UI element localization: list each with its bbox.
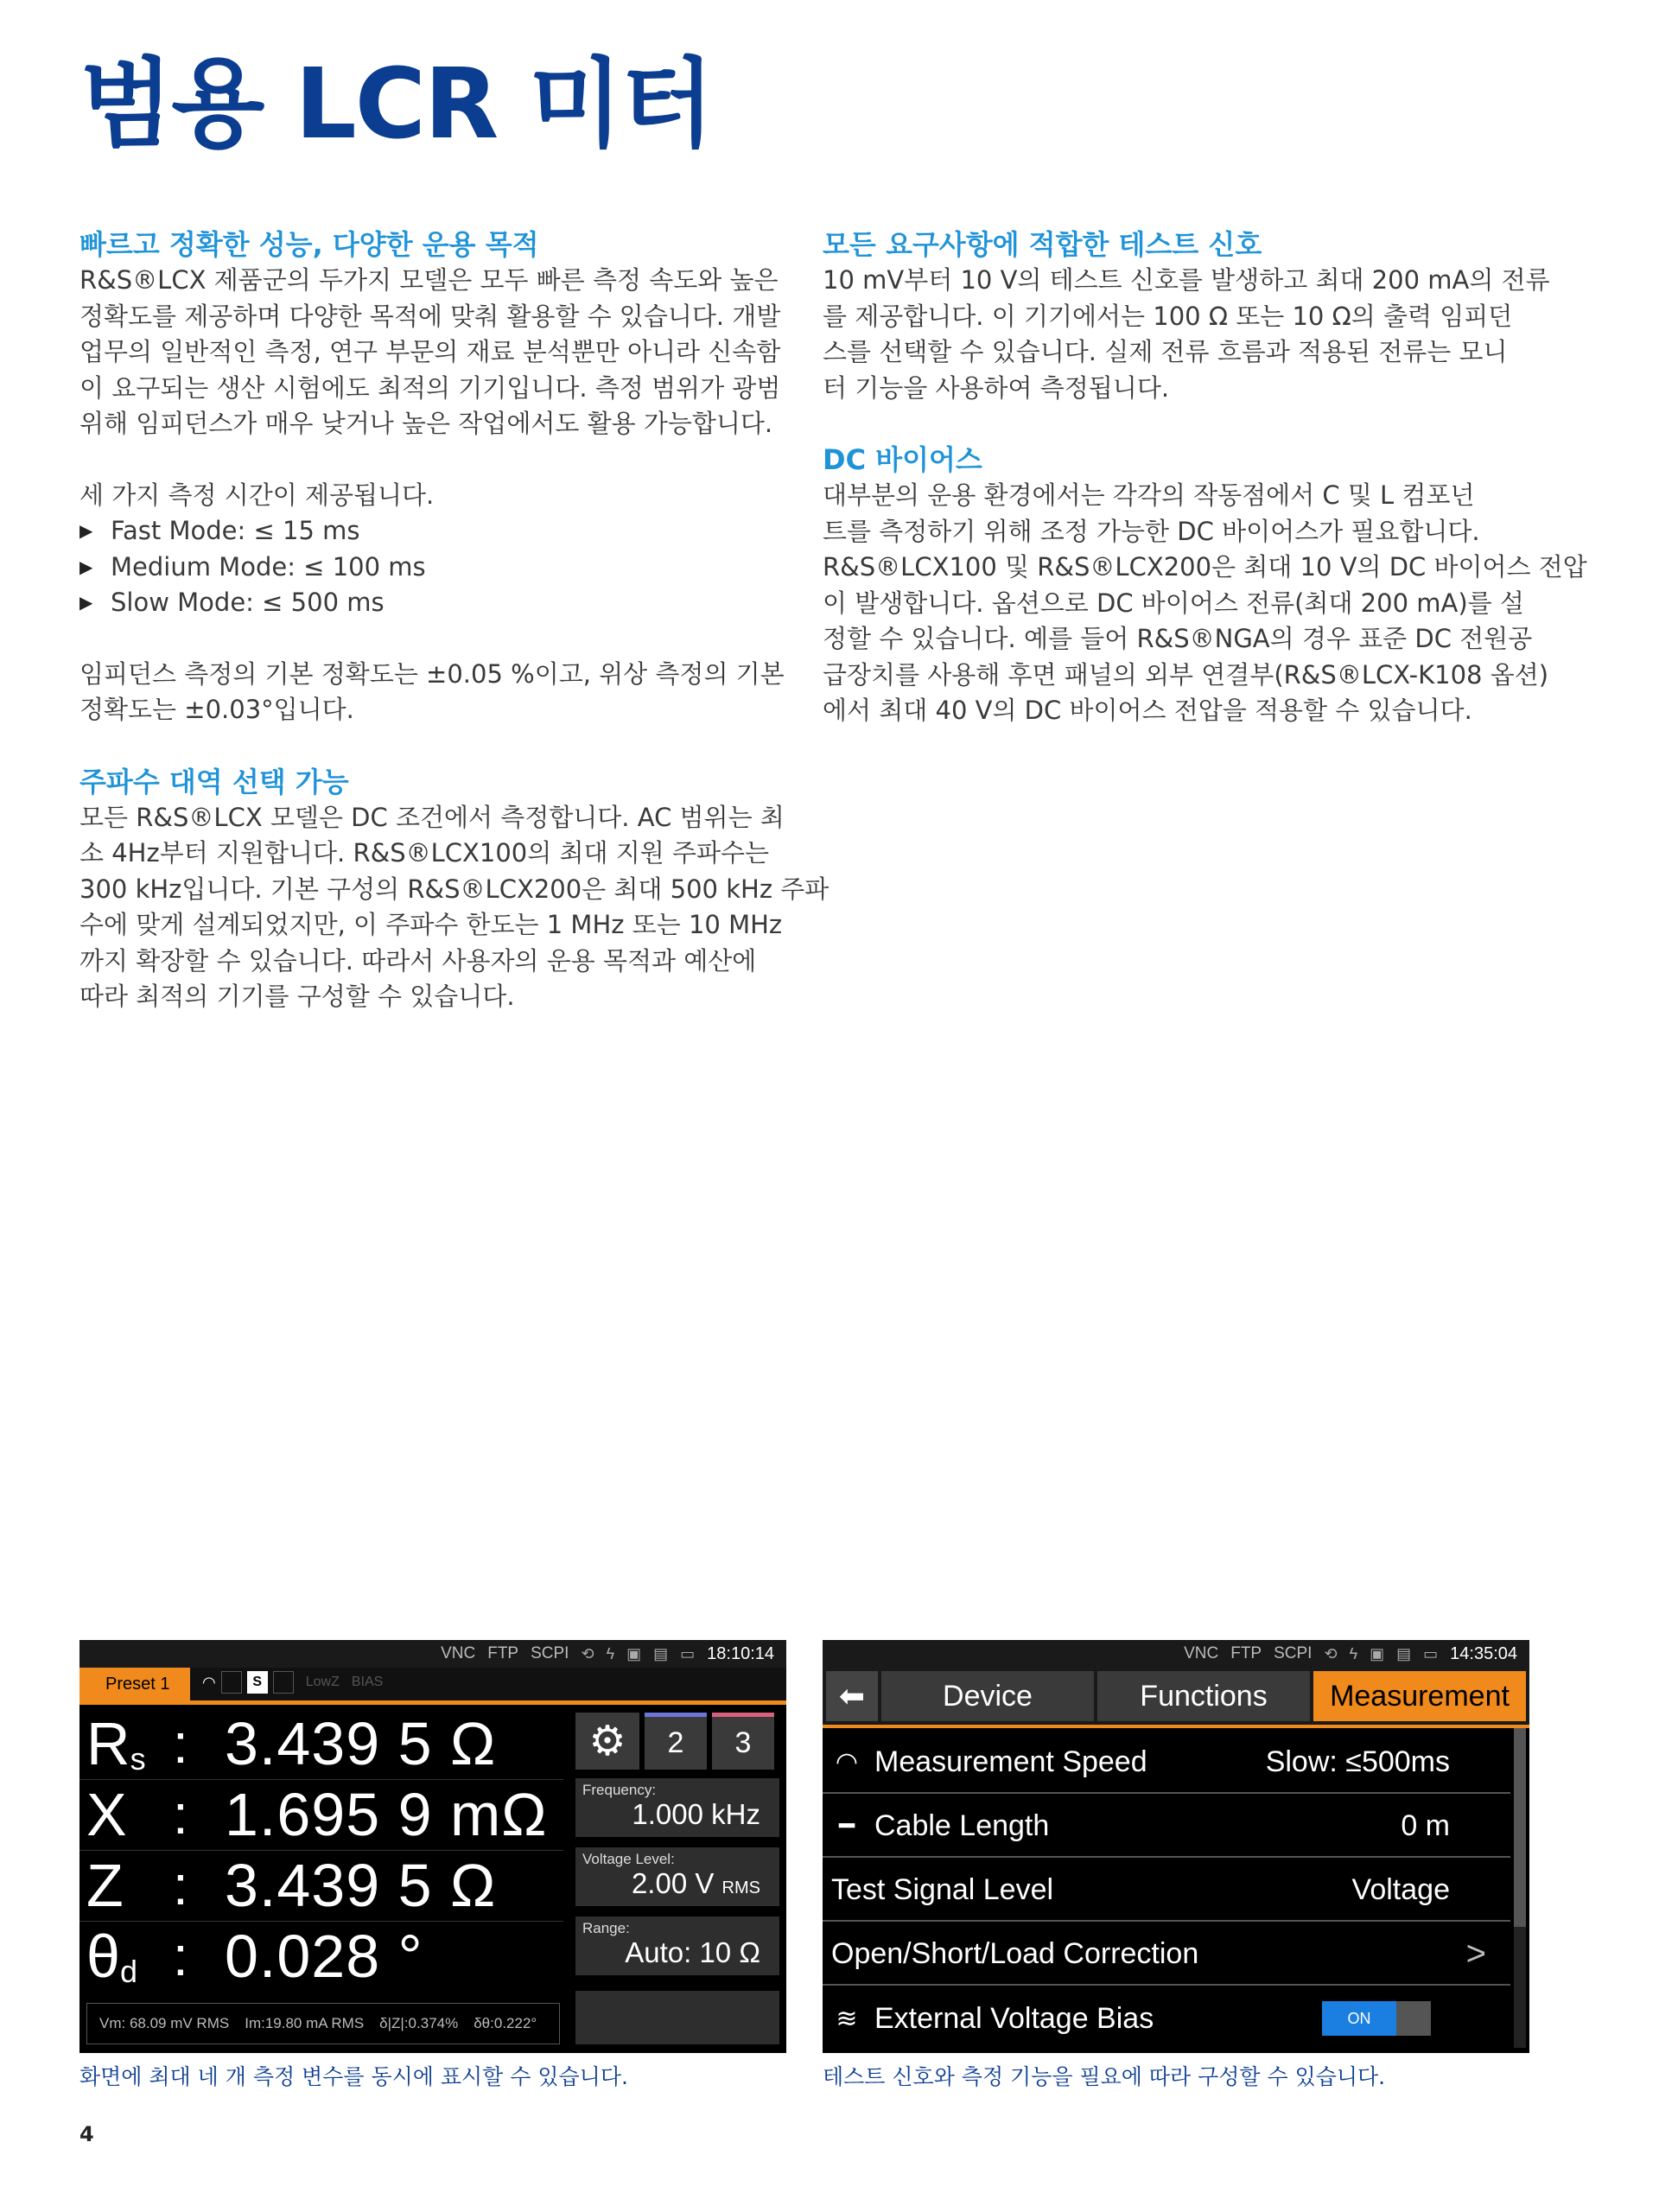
section-heading-performance: 빠르고 정확한 성능, 다양한 운용 목적 xyxy=(79,228,539,261)
preset-tab[interactable]: Preset 1 xyxy=(79,1668,190,1700)
bullet-triangle-icon: ▶ xyxy=(79,592,93,613)
colon: : xyxy=(173,1854,188,1916)
bullet-triangle-icon: ▶ xyxy=(79,520,93,541)
setting-label: Measurement Speed xyxy=(874,1745,1147,1778)
list-item xyxy=(79,513,788,550)
dtheta-readout: δθ:0.222° xyxy=(474,2015,537,2031)
text-line: 이 발생합니다. 옵션으로 DC 바이어스 전류(최대 200 mA)를 설 xyxy=(823,588,1524,618)
toggle-on-label: ON xyxy=(1322,2001,1396,2036)
vnc-indicator: VNC xyxy=(441,1644,476,1662)
list-item xyxy=(79,550,788,586)
lightning-icon: ϟ xyxy=(1349,1644,1358,1662)
setting-external-voltage-bias[interactable] xyxy=(823,1987,1510,2050)
frequency-control[interactable] xyxy=(575,1778,779,1837)
text-line: 따라 최적의 기기를 구성할 수 있습니다. xyxy=(79,982,515,1011)
mode-box xyxy=(273,1671,294,1694)
mode-s-indicator: S xyxy=(247,1671,268,1694)
voltage-level-control[interactable] xyxy=(575,1847,779,1906)
ftp-indicator: FTP xyxy=(487,1644,519,1662)
speedometer-icon: ◠ xyxy=(835,1747,859,1777)
setting-measurement-speed[interactable] xyxy=(823,1732,1510,1794)
setting-cable-length[interactable] xyxy=(823,1796,1510,1858)
text-line: 업무의 일반적인 측정, 연구 부문의 재료 분석뿐만 아니라 신속함 xyxy=(79,337,781,366)
colon: : xyxy=(173,1925,188,1987)
left-column xyxy=(79,226,830,1015)
settings-gear-icon[interactable]: ⚙ xyxy=(575,1713,639,1770)
display-page-3-button[interactable]: 3 xyxy=(712,1713,774,1770)
text-line: 터 기능을 사용하여 측정됩니다. xyxy=(823,372,1170,403)
device-icon: ▣ xyxy=(1370,1644,1385,1662)
range-label: Range: xyxy=(582,1920,630,1936)
speedometer-icon: ◠ xyxy=(202,1673,216,1691)
text-line: 정확도를 제공하며 다양한 목적에 맞춰 활용할 수 있습니다. 개발 xyxy=(79,301,781,331)
toggle-off-area xyxy=(1396,2001,1431,2036)
setting-open-short-load-correction[interactable] xyxy=(823,1923,1510,1986)
measured-value: 1.695 9 mΩ xyxy=(225,1781,548,1848)
lock-icon: ▤ xyxy=(653,1644,669,1662)
remote-loop-icon: ⟲ xyxy=(1324,1644,1338,1662)
tab-measurement[interactable]: Measurement xyxy=(1313,1671,1526,1721)
empty-panel xyxy=(575,1991,779,2044)
tab-functions[interactable]: Functions xyxy=(1097,1671,1310,1721)
status-bar xyxy=(79,1640,786,1668)
lightning-icon: ϟ xyxy=(606,1644,615,1662)
preset-bar xyxy=(79,1668,786,1705)
status-bar xyxy=(823,1640,1529,1668)
mode-text: Medium Mode: ≤ 100 ms xyxy=(111,551,426,582)
instrument-screen-settings xyxy=(823,1640,1529,2053)
clock: 14:35:04 xyxy=(1450,1643,1517,1663)
setting-label: External Voltage Bias xyxy=(874,2001,1154,2035)
measured-value: 3.439 5 Ω xyxy=(225,1710,497,1777)
caption-right: 테스트 신호와 측정 기능을 필요에 따라 구성할 수 있습니다. xyxy=(823,2064,1386,2089)
back-arrow-icon[interactable]: ⬅ xyxy=(826,1671,878,1721)
frequency-paragraph xyxy=(79,800,830,1015)
vnc-indicator: VNC xyxy=(1184,1644,1219,1662)
voltage-level-label: Voltage Level: xyxy=(582,1851,675,1867)
measurement-row-rs[interactable] xyxy=(79,1708,563,1779)
text-line: 스를 선택할 수 있습니다. 실제 전류 흐름과 적용된 전류는 모니 xyxy=(823,337,1508,366)
page-title: 범용 LCR 미터 xyxy=(79,48,713,161)
frequency-value: 1.000 kHz xyxy=(632,1798,760,1830)
im-readout: Im:19.80 mA RMS xyxy=(245,2015,365,2031)
measured-value: 3.439 5 Ω xyxy=(225,1852,497,1919)
chevron-right-icon: > xyxy=(1465,1934,1486,1973)
section-heading-test-signal: 모든 요구사항에 적합한 테스트 신호 xyxy=(823,228,1262,261)
measurement-row-theta[interactable] xyxy=(79,1921,563,1992)
bias-indicator: BIAS xyxy=(351,1675,384,1689)
vm-readout: Vm: 68.09 mV RMS xyxy=(99,2015,230,2031)
mode-box xyxy=(221,1671,242,1694)
screenshot-icon: ▭ xyxy=(680,1644,696,1662)
list-item xyxy=(79,585,788,621)
text-line: 에서 최대 40 V의 DC 바이어스 전압을 적용할 수 있습니다. xyxy=(823,696,1472,725)
lock-icon: ▤ xyxy=(1396,1644,1412,1662)
text-line: R&S®LCX 제품군의 두가지 모델은 모두 빠른 측정 속도와 높은 xyxy=(79,265,779,295)
param-subscript: s xyxy=(130,1741,146,1777)
voltage-unit: RMS xyxy=(721,1878,760,1897)
text-line: 이 요구되는 생산 시험에도 최적의 기기입니다. 측정 범위가 광범 xyxy=(79,372,781,403)
accuracy-paragraph xyxy=(79,657,788,728)
mode-text: Slow Mode: ≤ 500 ms xyxy=(111,588,385,617)
bias-waves-icon: ≋ xyxy=(836,2004,858,2033)
lowz-indicator: LowZ xyxy=(305,1675,340,1689)
text-line: 모든 R&S®LCX 모델은 DC 조건에서 측정합니다. AC 범위는 최 xyxy=(79,802,785,832)
secondary-readout xyxy=(86,2003,560,2044)
frequency-label: Frequency: xyxy=(582,1782,657,1798)
dc-bias-paragraph xyxy=(823,478,1587,729)
scpi-indicator: SCPI xyxy=(1274,1644,1313,1662)
scrollbar-thumb[interactable] xyxy=(1514,1728,1526,1927)
setting-value: Slow: ≤500ms xyxy=(1265,1745,1450,1778)
range-control[interactable] xyxy=(575,1916,779,1975)
remote-loop-icon: ⟲ xyxy=(581,1644,594,1662)
text-line: 까지 확장할 수 있습니다. 따라서 사용자의 운용 목적과 예산에 xyxy=(79,945,757,976)
text-line: 대부분의 운용 환경에서는 각각의 작동점에서 C 및 L 컴포넌 xyxy=(823,480,1475,510)
clock: 18:10:14 xyxy=(707,1643,774,1663)
right-column xyxy=(823,226,1587,729)
bias-toggle[interactable] xyxy=(1322,2001,1431,2036)
text-line: 정확도는 ±0.03°입니다. xyxy=(79,695,354,724)
section-heading-dc-bias: DC 바이어스 xyxy=(823,443,982,476)
text-line: 트를 측정하기 위해 조정 가능한 DC 바이어스가 필요합니다. xyxy=(823,516,1480,546)
setting-test-signal-level[interactable] xyxy=(823,1859,1510,1922)
page-number: 4 xyxy=(79,2122,94,2146)
setting-label: Open/Short/Load Correction xyxy=(831,1936,1199,1970)
dz-readout: δ|Z|:0.374% xyxy=(379,2015,459,2031)
measurement-row-z[interactable] xyxy=(79,1850,563,1921)
setting-label: Test Signal Level xyxy=(831,1872,1054,1906)
text-line: R&S®LCX100 및 R&S®LCX200은 최대 10 V의 DC 바이어스 전압 xyxy=(823,552,1587,582)
display-page-2-button[interactable]: 2 xyxy=(645,1713,707,1770)
ftp-indicator: FTP xyxy=(1230,1644,1262,1662)
test-signal-paragraph xyxy=(823,263,1550,406)
measured-value: 0.028 ° xyxy=(225,1923,423,1990)
performance-paragraph xyxy=(79,263,788,442)
caption-left: 화면에 최대 네 개 측정 변수를 동시에 표시할 수 있습니다. xyxy=(79,2064,628,2089)
section-heading-frequency: 주파수 대역 선택 가능 xyxy=(79,765,349,798)
device-icon: ▣ xyxy=(626,1644,642,1662)
setting-label: Cable Length xyxy=(874,1808,1050,1842)
param-name: Z xyxy=(86,1852,124,1919)
tab-device[interactable]: Device xyxy=(881,1671,1094,1721)
text-line: 임피던스 측정의 기본 정확도는 ±0.05 %이고, 위상 측정의 기본 xyxy=(79,658,785,689)
menu-nav-bar xyxy=(823,1668,1529,1725)
colon: : xyxy=(173,1783,188,1846)
text-line: 위해 임피던스가 매우 낮거나 높은 작업에서도 활용 가능합니다. xyxy=(79,409,773,438)
instrument-screen-measurement xyxy=(79,1640,786,2053)
colon: : xyxy=(173,1713,188,1775)
screenshot-icon: ▭ xyxy=(1423,1644,1439,1662)
text-line: 300 kHz입니다. 기본 구성의 R&S®LCX200은 최대 500 kHz 주파 xyxy=(79,874,830,904)
param-name: X xyxy=(86,1781,127,1848)
param-name xyxy=(86,1921,137,2002)
scrollbar[interactable] xyxy=(1514,1728,1526,2048)
range-value: Auto: 10 Ω xyxy=(625,1936,760,1968)
mode-icons xyxy=(202,1671,383,1694)
tab-underline xyxy=(823,1725,1529,1728)
mode-text: Fast Mode: ≤ 15 ms xyxy=(111,516,360,545)
param-symbol: θ xyxy=(86,1923,120,1990)
param-subscript: d xyxy=(119,1954,137,1989)
bullet-triangle-icon: ▶ xyxy=(79,556,93,577)
text-line: 급장치를 사용해 후면 패널의 외부 연결부(R&S®LCX-K108 옵션) xyxy=(823,659,1549,690)
text-line: 정할 수 있습니다. 예를 들어 R&S®NGA의 경우 표준 DC 전원공 xyxy=(823,624,1533,653)
text-line: 를 제공합니다. 이 기기에서는 100 Ω 또는 10 Ω의 출력 임피던 xyxy=(823,301,1513,331)
voltage-level-value xyxy=(582,1868,772,1904)
modes-intro: 세 가지 측정 시간이 제공됩니다. xyxy=(79,480,435,510)
text-line: 수에 맞게 설계되었지만, 이 주파수 한도는 1 MHz 또는 10 MHz xyxy=(79,910,783,939)
voltage-number: 2.00 V xyxy=(631,1867,715,1899)
measurement-row-x[interactable] xyxy=(79,1779,563,1850)
mode-list xyxy=(79,513,788,621)
text-line: 10 mV부터 10 V의 테스트 신호를 발생하고 최대 200 mA의 전류 xyxy=(823,265,1550,295)
text-line: 소 4Hz부터 지원합니다. R&S®LCX100의 최대 지원 주파수는 xyxy=(79,838,770,868)
param-name xyxy=(86,1708,146,1789)
setting-value: 0 m xyxy=(1401,1808,1450,1842)
cable-plug-icon: ━ xyxy=(838,1811,855,1840)
setting-value: Voltage xyxy=(1351,1872,1450,1906)
scpi-indicator: SCPI xyxy=(531,1644,569,1662)
param-symbol: R xyxy=(86,1710,130,1777)
